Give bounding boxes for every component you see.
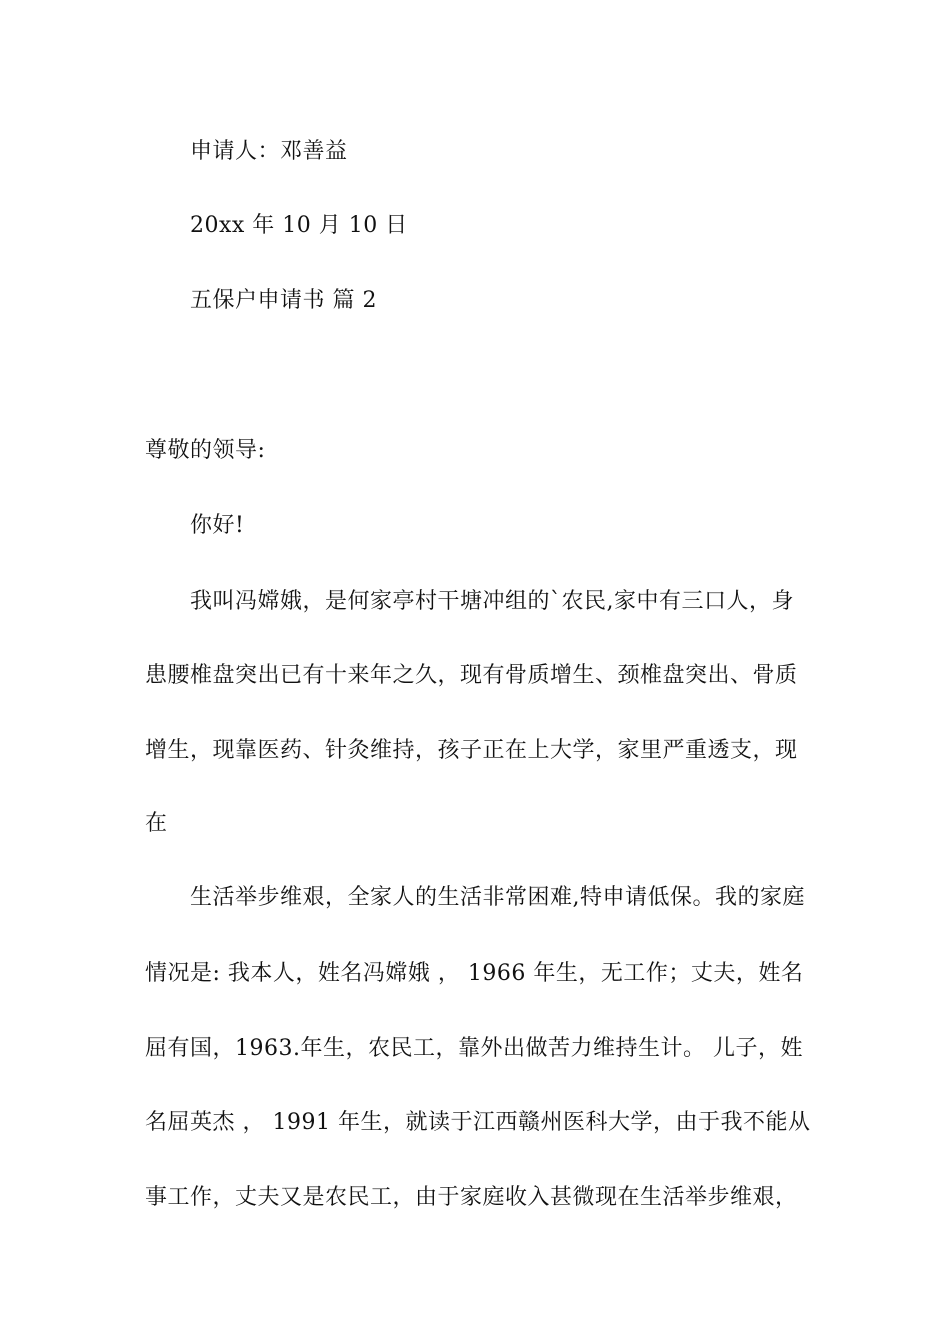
body-line: 在 xyxy=(145,811,168,836)
body-line: 我叫冯嫦娥，是何家亭村干塘冲组的`农民,家中有三口人，身 xyxy=(190,589,794,614)
body-line: 患腰椎盘突出已有十来年之久，现有骨质增生、颈椎盘突出、骨质 xyxy=(145,663,798,688)
body-line: 情况是: 我本人，姓名冯嫦娥 ， 1966 年生，无工作；丈夫，姓名 xyxy=(145,961,804,986)
greeting: 你好! xyxy=(190,513,245,538)
body-line: 名屈英杰 ， 1991 年生，就读于江西赣州医科大学，由于我不能从 xyxy=(145,1110,811,1135)
section-title: 五保户申请书 篇 2 xyxy=(190,288,377,313)
body-line: 增生，现靠医药、针灸维持，孩子正在上大学，家里严重透支，现 xyxy=(145,738,798,763)
body-line: 屈有国，1963.年生，农民工，靠外出做苦力维持生计。 儿子，姓 xyxy=(145,1036,803,1061)
salutation: 尊敬的领导: xyxy=(145,438,266,463)
body-line: 事工作，丈夫又是农民工，由于家庭收入甚微现在生活举步维艰， xyxy=(145,1185,798,1210)
applicant-line: 申请人：邓善益 xyxy=(190,139,348,164)
date-line: 20xx 年 10 月 10 日 xyxy=(190,213,408,238)
body-line: 生活举步维艰，全家人的生活非常困难,特申请低保。我的家庭 xyxy=(190,885,805,910)
